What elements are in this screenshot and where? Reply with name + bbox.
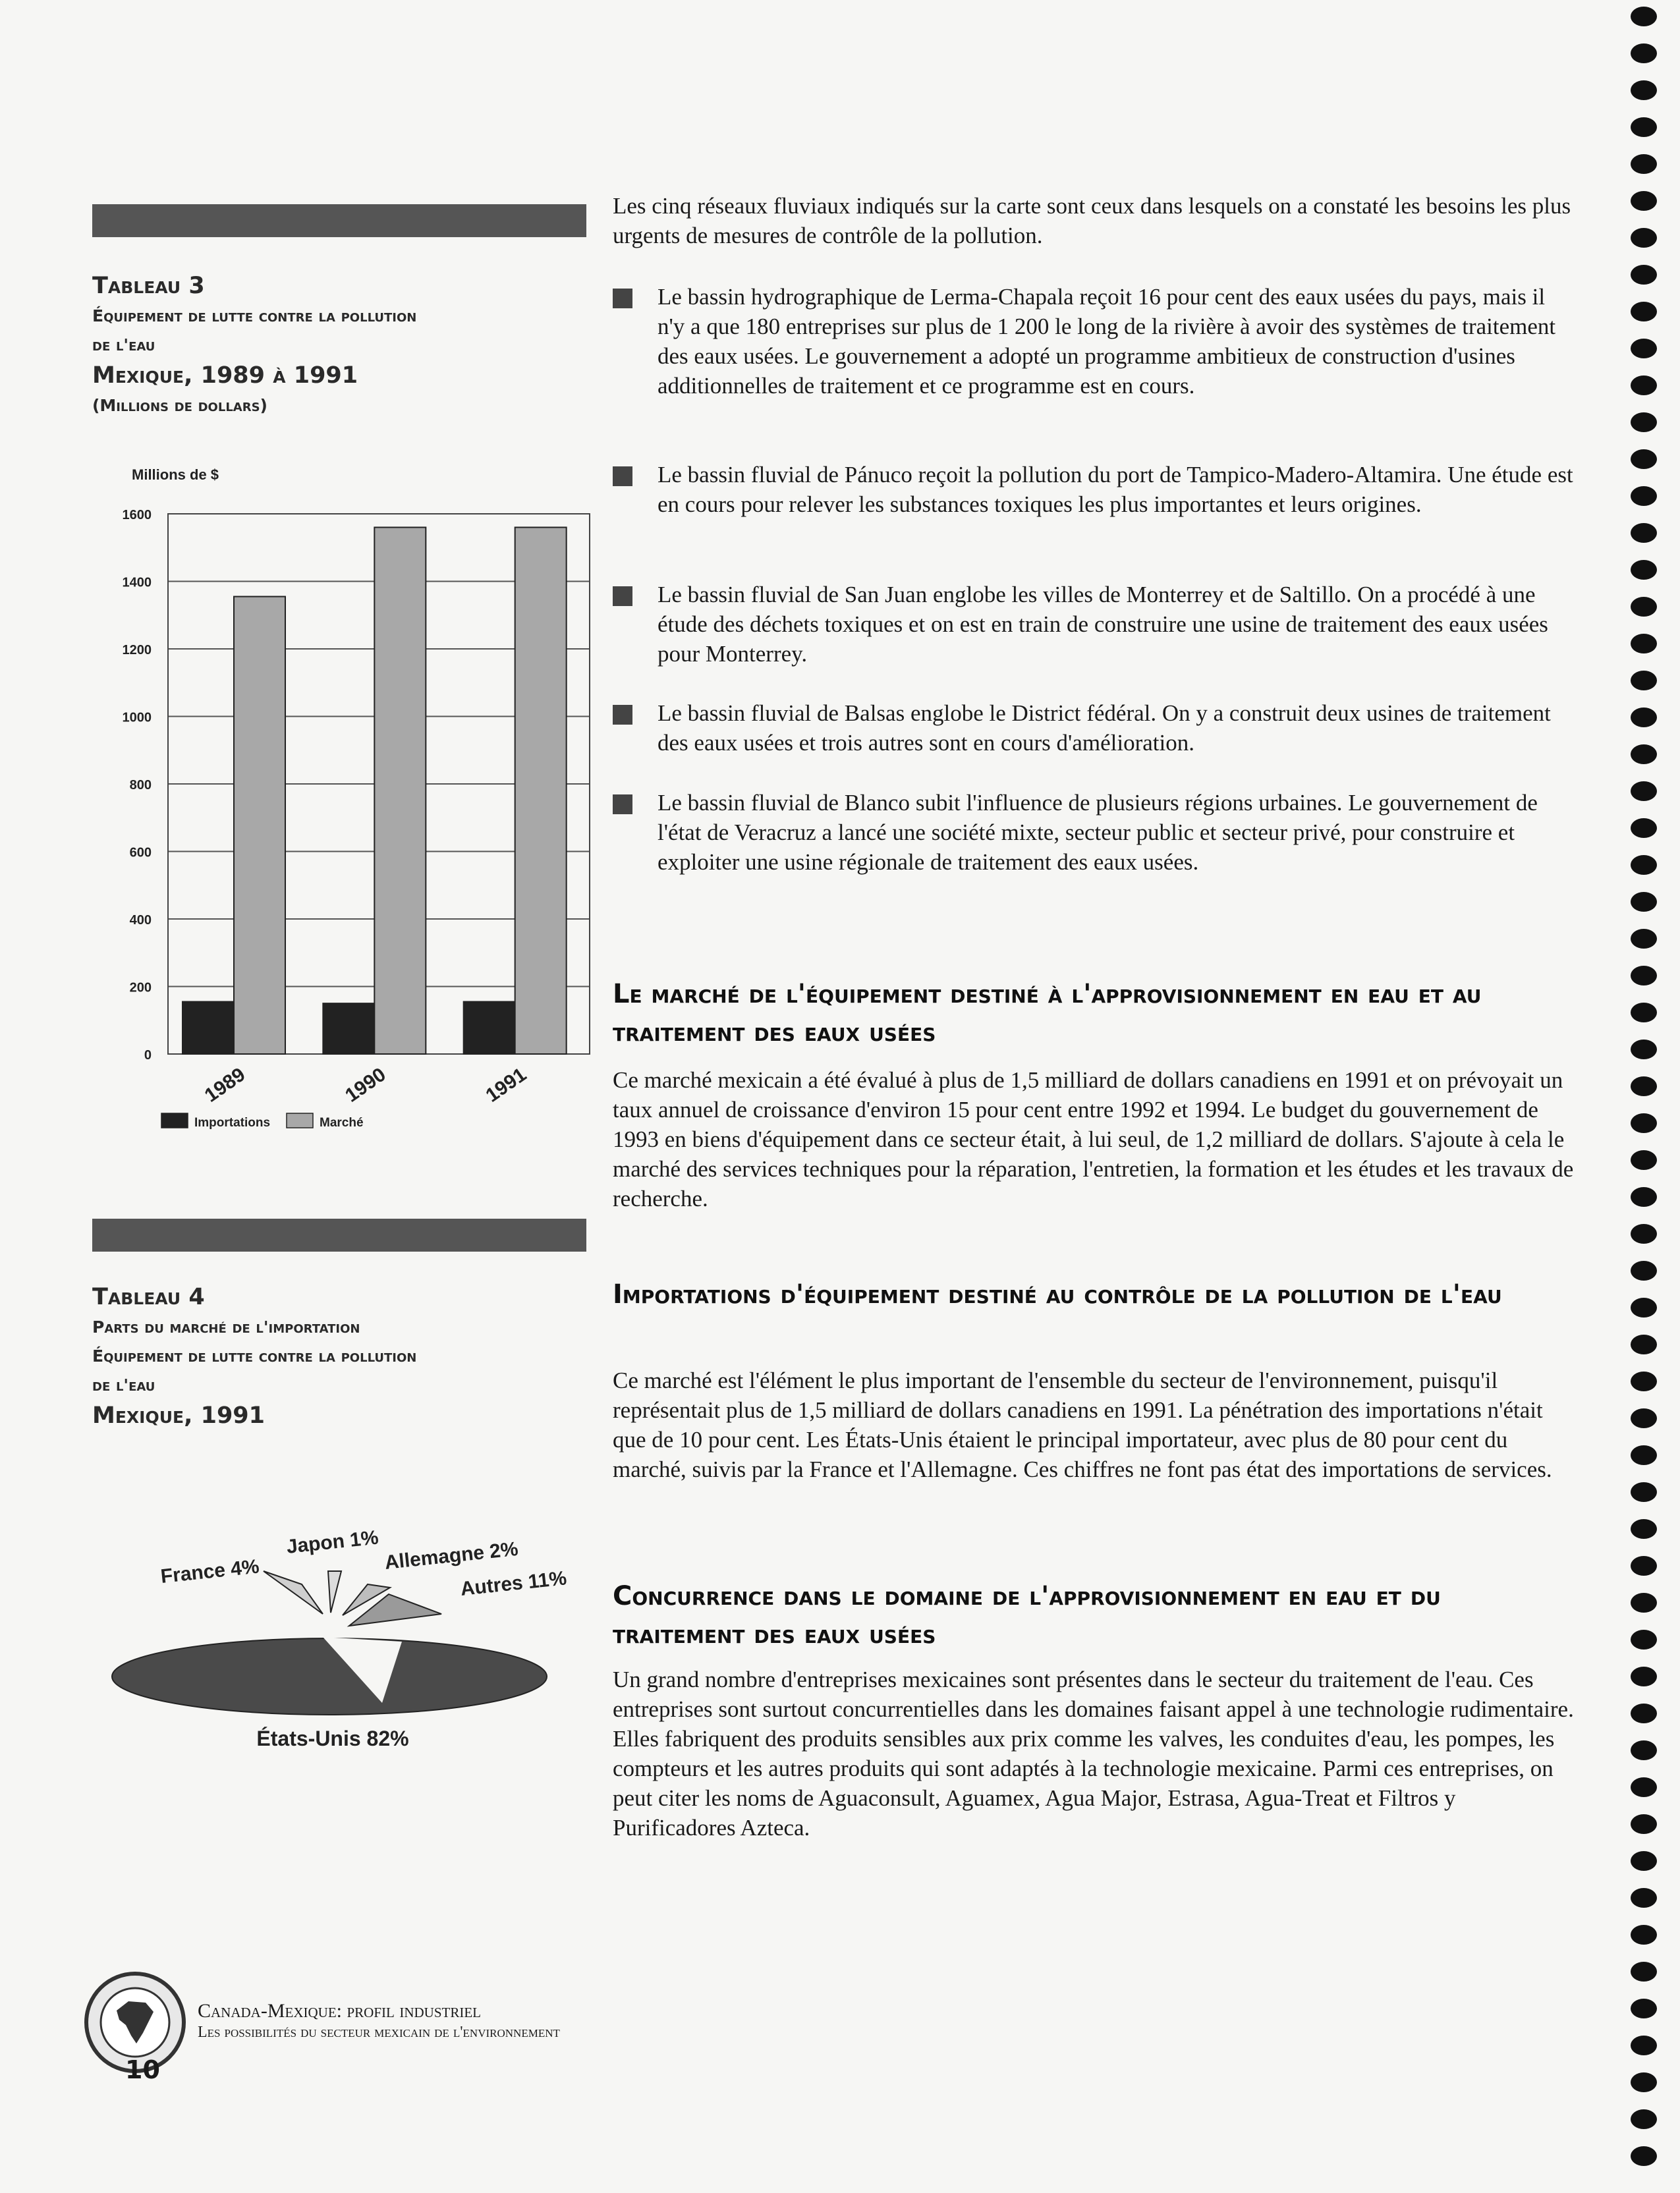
binding-ring [1631,1261,1657,1281]
pie-label: France 4% [159,1555,260,1588]
pie-label: Autres 11% [459,1567,568,1600]
binding-ring [1631,523,1657,543]
binding-ring [1631,154,1657,174]
section-text-market: Ce marché mexicain a été évalué à plus de 1,5 milliard de dollars canadiens en 1991 et on prévoyait un taux annuel de croissance d'environ 15 pour cent entre 1992 et 1994. Le budget du gouvernement de 1993 en biens d'équipement dans ce secteur était, à lui seul, de 1,2 milliard de dollars. S'ajoute à cela le marché des services techniques pour la réparation, l'entretien, la formation et les études et les travaux de recherche. [613,1067,1574,1211]
y-tick-label: 1400 [122,575,152,590]
pie-label: Japon 1% [285,1526,380,1558]
table3-label: Tableau 3 [92,273,205,299]
binding-ring [1631,1740,1657,1760]
bar-marché-1991 [515,528,567,1055]
binding-ring [1631,1187,1657,1207]
binding-ring [1631,2109,1657,2129]
table3-subtitle-1: Mexique, 1989 à 1991 [92,362,358,389]
y-tick-label: 800 [129,778,152,792]
bar-marché-1989 [234,597,285,1054]
binding-ring [1631,1814,1657,1834]
bullet-square-icon [613,466,632,486]
section-text-competition: Un grand nombre d'entreprises mexicaines sont présentes dans le secteur du traitement de l'eau. Ces entreprises sont surtout concurrentielles dans les domaines faisant appel à une technologie rudimentaire. Elles fabriquent des produits sensibles aux prix comme les valves, les conduites d'eau, les pompes, les compteurs et les autres produits qui sont adaptés à la technologie mexicaine. Parmi ces entreprises, on peut citer les noms de Aguaconsult, Aguamex, Agua Major, Estrasa, Agua-Treat et Filtros y Purificadores Azteca. [613,1667,1574,1841]
binding-ring [1631,708,1657,727]
intro-text: Les cinq réseaux fluviaux indiqués sur la carte sont ceux dans lesquels on a constaté les besoins les plus urgents de mesures de contrôle de la pollution. [613,193,1571,248]
binding-ring [1631,1519,1657,1539]
spiral-binding [1624,0,1664,2193]
binding-ring [1631,1962,1657,1982]
binding-ring [1631,671,1657,690]
binding-ring [1631,43,1657,63]
table3-caption [92,270,593,420]
section-text-imports: Ce marché est l'élément le plus important de l'ensemble du secteur de l'environnement, puisqu'il représentait plus de 1,5 milliard de dollars canadiens en 1991. La pénétration des importations n'était que de 10 pour cent. Les États-Unis étaient le principal importateur, avec plus de 80 pour cent du marché, suivis par la France et l'Allemagne. Ces chiffres ne font pas état des importations de services. [613,1368,1552,1482]
table4-line-2: Équipement de lutte contre la pollution [92,1346,417,1366]
y-tick-label: 200 [129,980,152,995]
pie-label: Allemagne 2% [383,1538,520,1574]
bullet-square-icon [613,794,632,814]
pie-slice [328,1571,341,1613]
page-number: 10 [125,2055,160,2084]
bar-chart [92,455,606,1153]
intro-paragraph [613,191,1575,250]
binding-ring [1631,2146,1657,2166]
binding-ring [1631,855,1657,875]
binding-ring [1631,929,1657,949]
binding-ring [1631,2072,1657,2092]
y-tick-label: 1600 [122,508,152,522]
bullet-text: Le bassin fluvial de Balsas englobe le District fédéral. On y a construit deux usines de traitement des eaux usées et trois autres sont en cours d'amélioration. [658,700,1551,756]
table4-caption [92,1281,593,1431]
binding-ring [1631,265,1657,285]
bullet-text: Le bassin hydrographique de Lerma-Chapala reçoit 16 pour cent des eaux usées du pays, mais il n'y a que 180 entreprises sur plus de 1 200 le long de la rivière à avoir des systèmes de traitement des eaux usées. Le gouvernement a adopté un programme ambitieux de construction d'usines additionnelles de traitement et ce programme est en cours. [658,284,1556,399]
binding-ring [1631,1999,1657,2018]
binding-ring [1631,449,1657,469]
legend-label: Marché [320,1116,364,1130]
binding-ring [1631,1372,1657,1391]
table4-band [92,1219,586,1252]
binding-ring [1631,1851,1657,1871]
footer-title-1: Canada-Mexique: profil industriel [198,2000,481,2022]
table4-line-3: de l'eau [92,1375,155,1395]
binding-ring [1631,1298,1657,1318]
bullet-text: Le bassin fluvial de Pánuco reçoit la pollution du port de Tampico-Madero-Altamira. Une étude est en cours pour relever les substances toxiques les plus importantes et leurs origines. [658,462,1573,517]
binding-ring [1631,302,1657,321]
bullet-square-icon [613,705,632,725]
binding-ring [1631,1556,1657,1576]
binding-ring [1631,1335,1657,1354]
table4-subtitle-1: Mexique, 1991 [92,1402,266,1429]
pie-chart [92,1489,606,1765]
footer-title-2: Les possibilités du secteur mexicain de l'environnement [198,2024,560,2041]
binding-ring [1631,892,1657,912]
binding-ring [1631,634,1657,653]
binding-ring [1631,1040,1657,1059]
binding-ring [1631,1630,1657,1650]
binding-ring [1631,1113,1657,1133]
bar-importations-1991 [464,1002,515,1054]
bullet-text: Le bassin fluvial de Blanco subit l'influence de plusieurs régions urbaines. Le gouvernement de l'état de Veracruz a lancé une société mixte, secteur public et secteur privé, pour construire et exploiter une usine régionale de traitement des eaux usées. [658,790,1538,875]
legend-label: Importations [194,1116,271,1130]
bullet-square-icon [613,586,632,606]
binding-ring [1631,1408,1657,1428]
binding-ring [1631,1076,1657,1096]
pie-slice [264,1571,323,1614]
table3-subtitle-2: (Millions de dollars) [92,396,267,415]
table4-label: Tableau 4 [92,1284,205,1310]
pie-label: États-Unis 82% [256,1727,409,1750]
binding-ring [1631,1150,1657,1170]
binding-ring [1631,1482,1657,1502]
binding-ring [1631,966,1657,985]
section-heading-market: Le marché de l'équipement destiné à l'approvisionnement en eau et au traitement des eaux usées [613,979,1482,1047]
y-tick-label: 1000 [122,710,152,725]
table3-line-2: de l'eau [92,335,155,354]
y-axis-label: Millions de $ [132,466,219,483]
table3-band [92,204,586,237]
x-tick-label: 1991 [482,1063,531,1107]
x-tick-label: 1989 [200,1063,250,1107]
y-tick-label: 600 [129,845,152,860]
table3-line-1: Équipement de lutte contre la pollution [92,306,417,325]
binding-ring [1631,1593,1657,1613]
bar-marché-1990 [374,528,426,1055]
binding-ring [1631,1777,1657,1797]
binding-ring [1631,80,1657,100]
binding-ring [1631,117,1657,137]
pie-slice-etats-unis [112,1638,547,1715]
table4-line-1: Parts du marché de l'importation [92,1318,360,1337]
binding-ring [1631,744,1657,764]
bar-importations-1989 [182,1002,234,1054]
section-heading-imports: Importations d'équipement destiné au contrôle de la pollution de l'eau [613,1279,1502,1310]
bar-importations-1990 [323,1003,374,1054]
binding-ring [1631,1888,1657,1908]
binding-ring [1631,7,1657,26]
binding-ring [1631,818,1657,838]
binding-ring [1631,597,1657,617]
binding-ring [1631,1667,1657,1686]
binding-ring [1631,228,1657,248]
x-tick-label: 1990 [341,1063,390,1107]
binding-ring [1631,1003,1657,1022]
section-heading-competition: Concurrence dans le domaine de l'approvisionnement en eau et du traitement des eaux usées [613,1581,1441,1650]
binding-ring [1631,1704,1657,1723]
binding-ring [1631,2036,1657,2055]
legend-swatch [287,1113,313,1128]
binding-ring [1631,412,1657,432]
legend-swatch [161,1113,188,1128]
binding-ring [1631,486,1657,506]
binding-ring [1631,1224,1657,1244]
y-tick-label: 0 [144,1048,152,1063]
binding-ring [1631,339,1657,358]
bullet-square-icon [613,289,632,308]
binding-ring [1631,781,1657,801]
binding-ring [1631,1925,1657,1945]
binding-ring [1631,191,1657,211]
binding-ring [1631,1445,1657,1465]
binding-ring [1631,560,1657,580]
bullet-text: Le bassin fluvial de San Juan englobe les villes de Monterrey et de Saltillo. On a procédé à une étude des déchets toxiques et on est en train de construire une usine de traitement des eaux usées pour Monterrey. [658,582,1548,667]
y-tick-label: 1200 [122,643,152,657]
y-tick-label: 400 [129,913,152,928]
binding-ring [1631,375,1657,395]
